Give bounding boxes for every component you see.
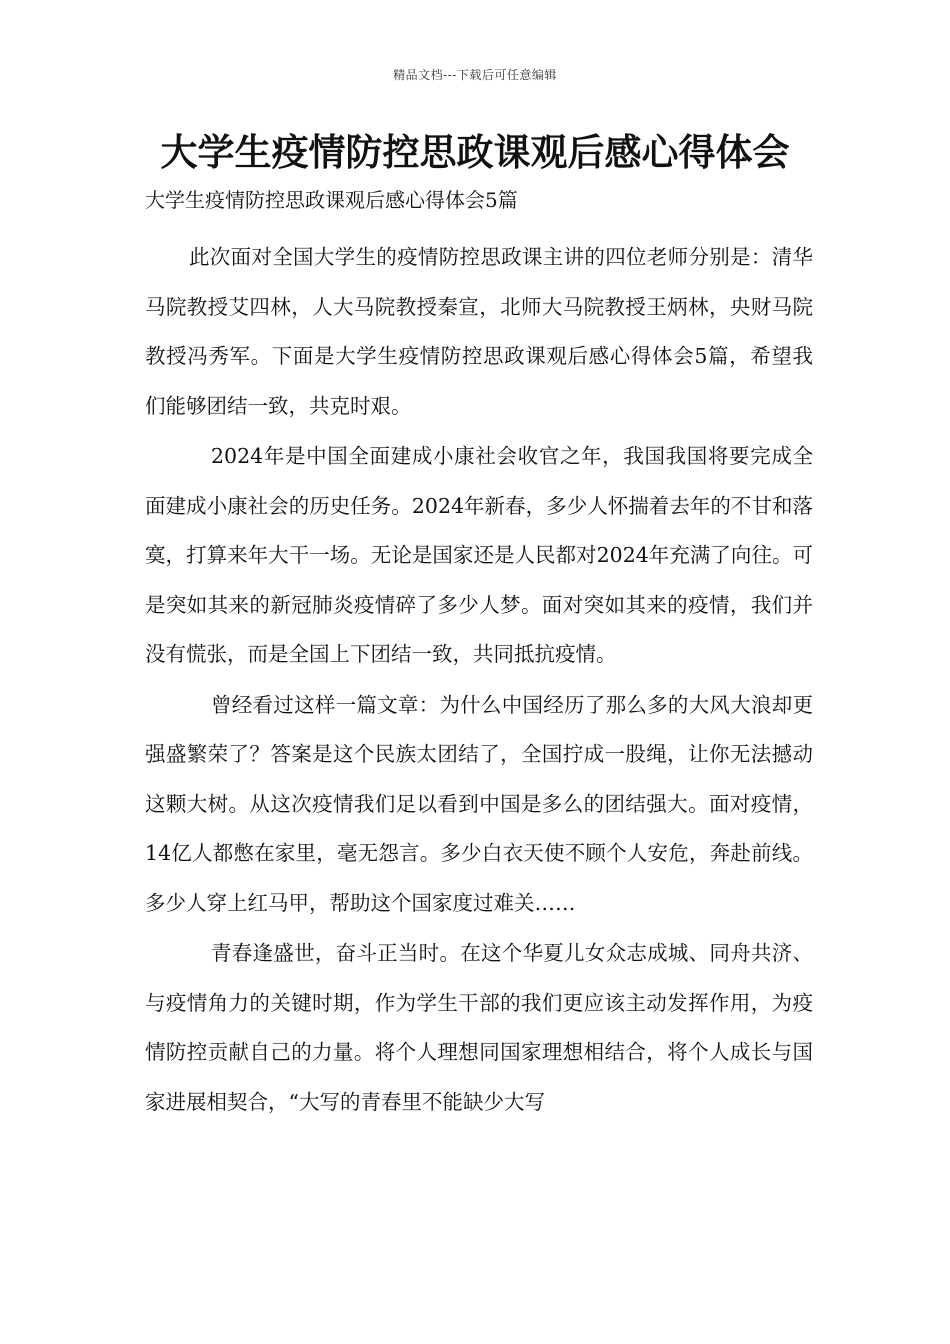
paragraph-2: 2024年是中国全面建成小康社会收官之年，我国我国将要完成全面建成小康社会的历史任务。2024年新春，多少人怀揣着去年的不甘和落寞，打算来年大干一场。无论是国家还是人民都对2024年充满了向往。可是突如其来的新冠肺炎疫情碎了多少人梦。面对突如其来的疫情，我们并没有慌张，而是全国上下团结一致，共同抵抗疫情。 (145, 444, 813, 666)
paragraph-1: 此次面对全国大学生的疫情防控思政课主讲的四位老师分别是：清华马院教授艾四林，人大马院教授秦宣，北师大马院教授王炳林，央财马院教授冯秀军。下面是大学生疫情防控思政课观后感心得体会5篇，希望我们能够团结一致，共克时艰。 (145, 245, 813, 418)
body-text (145, 233, 813, 1128)
document-title: 大学生疫情防控思政课观后感心得体会 (160, 131, 790, 174)
header-note: 精品文档---下载后可任意编辑 (393, 68, 557, 82)
document-subtitle: 大学生疫情防控思政课观后感心得体会5篇 (145, 188, 518, 212)
paragraph-4: 青春逢盛世，奋斗正当时。在这个华夏儿女众志成城、同舟共济、与疫情角力的关键时期，作为学生干部的我们更应该主动发挥作用，为疫情防控贡献自己的力量。将个人理想同国家理想相结合，将个人成长与国家进展相契合，“大写的青春里不能缺少大写 (145, 941, 813, 1114)
paragraph-3: 曾经看过这样一篇文章：为什么中国经历了那么多的大风大浪却更强盛繁荣了？答案是这个民族太团结了，全国拧成一股绳，让你无法撼动这颗大树。从这次疫情我们足以看到中国是多么的团结强大。面对疫情，14亿人都憋在家里，毫无怨言。多少白衣天使不顾个人安危，奔赴前线。多少人穿上红马甲，帮助这个国家度过难关…… (145, 692, 813, 915)
